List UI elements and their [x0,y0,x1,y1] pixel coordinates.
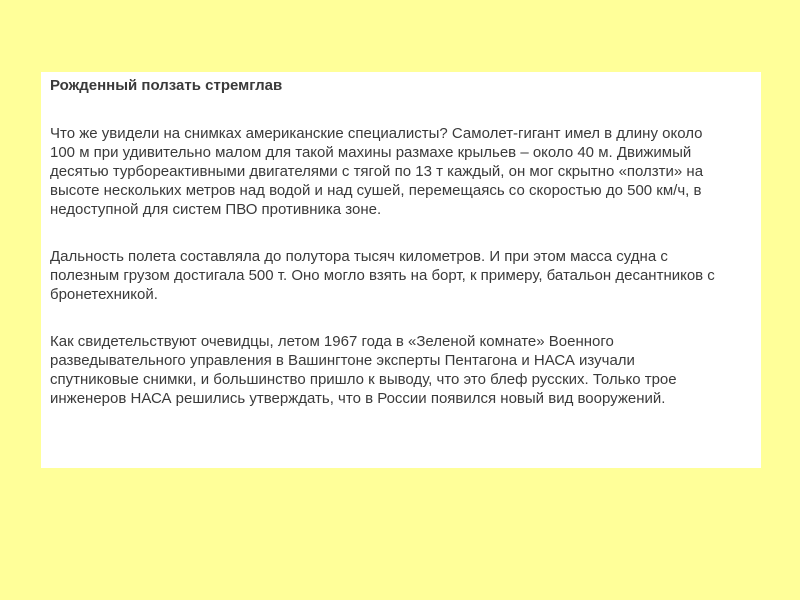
text-panel [41,72,761,468]
article-title: Рожденный ползать стремглав [50,77,283,94]
article-paragraph-3: Как свидетельствуют очевидцы, летом 1967 года в «Зеленой комнате» Военного разведывательного управления в Вашингтоне эксперты Пентагона и НАСА изучали спутниковые снимки, и большинство пришло к выводу, что это блеф русских. Только трое инженеров НАСА решились утверждать, что в России появился новый вид вооружений. [50,333,677,407]
article-paragraph-2: Дальность полета составляла до полутора тысяч километров. И при этом масса судна с полезным грузом достигала 500 т. Оно могло взять на борт, к примеру, батальон десантников с бронетехникой. [50,248,715,303]
article-paragraph-1: Что же увидели на снимках американские специалисты? Самолет-гигант имел в длину около 100 м при удивительно малом для такой махины размахе крыльев – около 40 м. Движимый десятью турбореактивными двигателями с тягой по 13 т каждый, он мог скрытно «ползти» на высоте нескольких метров над водой и над сушей, перемещаясь со скоростью до 500 км/ч, в недоступной для систем ПВО противника зоне. [50,125,704,218]
